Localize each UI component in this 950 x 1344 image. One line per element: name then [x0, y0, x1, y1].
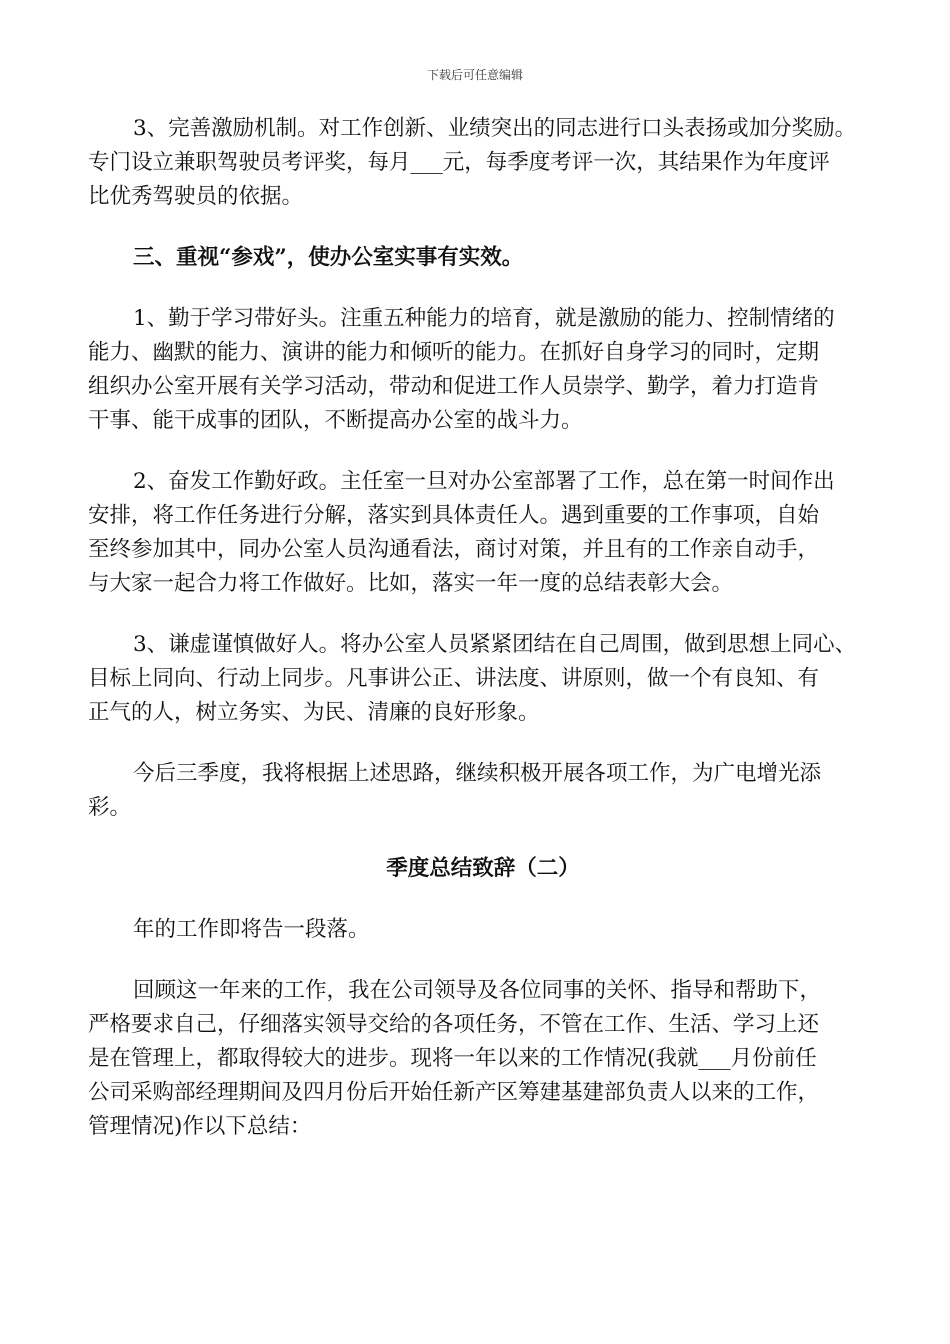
text-line: 与大家一起合力将工作做好。比如，落实一年一度的总结表彰大会。: [88, 571, 734, 596]
text-line: 比优秀驾驶员的依据。: [88, 184, 304, 209]
page-header: 下载后可任意编辑: [426, 68, 523, 82]
text-line: 能力、幽默的能力、演讲的能力和倾听的能力。在抓好自身学习的同时，定期: [88, 340, 820, 365]
section-heading: [88, 241, 878, 275]
text-line: 回顾这一年来的工作，我在公司领导及各位同事的关怀、指导和帮助下，: [133, 978, 822, 1003]
text-line: 正气的人，树立务实、为民、清廉的良好形象。: [88, 700, 540, 725]
text-line: 至终参加其中，同办公室人员沟通看法，商讨对策，并且有的工作亲自动手，: [88, 537, 820, 562]
text-line: 季度总结致辞（二）: [386, 856, 580, 881]
paragraph-gap: [88, 825, 878, 852]
paragraph-gap: [88, 601, 878, 628]
text-line: 3、完善激励机制。对工作创新、业绩突出的同志进行口头表扬或加分奖励。: [133, 116, 857, 141]
text-line: 管理情况)作以下总结：: [88, 1114, 312, 1139]
paragraph: [88, 913, 878, 947]
text-line: 目标上同向、行动上同步。凡事讲公正、讲法度、讲原则，做一个有良知、有: [88, 666, 820, 691]
paragraph-gap: [88, 438, 878, 465]
text-line: 三、重视“参戏”，使办公室实事有实效。: [133, 245, 524, 270]
paragraph-gap: [88, 730, 878, 757]
text-line: 是在管理上，都取得较大的进步。现将一年以来的工作情况(我就___月份前任: [88, 1046, 817, 1071]
text-line: 2、奋发工作勤好政。主任室一旦对办公室部署了工作，总在第一时间作出: [133, 469, 835, 494]
paragraph: [88, 757, 878, 825]
paragraph-gap: [88, 886, 878, 913]
text-line: 专门设立兼职驾驶员考评奖，每月___元，每季度考评一次，其结果作为年度评: [88, 150, 830, 175]
section-title: [88, 852, 878, 886]
paragraph-gap: [88, 275, 878, 302]
text-line: 彩。: [88, 795, 132, 820]
paragraph: [88, 628, 878, 730]
text-line: 严格要求自己，仔细落实领导交给的各项任务，不管在工作、生活、学习上还: [88, 1012, 820, 1037]
text-line: 组织办公室开展有关学习活动，带动和促进工作人员崇学、勤学，着力打造肯: [88, 374, 820, 399]
text-line: 安排，将工作任务进行分解，落实到具体责任人。遇到重要的工作事项，自始: [88, 503, 820, 528]
text-line: 年的工作即将告一段落。: [133, 917, 370, 942]
paragraph: [88, 112, 878, 214]
text-line: 1、勤于学习带好头。注重五种能力的培育，就是激励的能力、控制情绪的: [133, 306, 835, 331]
paragraph-gap: [88, 947, 878, 974]
text-line: 今后三季度，我将根据上述思路，继续积极开展各项工作，为广电增光添: [133, 761, 822, 786]
paragraph: [88, 302, 878, 438]
text-line: 3、谦虚谨慎做好人。将办公室人员紧紧团结在自己周围，做到思想上同心、: [133, 632, 857, 657]
paragraph-gap: [88, 214, 878, 241]
document-body: [88, 112, 878, 1144]
text-line: 公司采购部经理期间及四月份后开始任新产区筹建基建部负责人以来的工作，: [88, 1080, 820, 1105]
text-line: 干事、能干成事的团队，不断提高办公室的战斗力。: [88, 408, 583, 433]
paragraph: [88, 974, 878, 1144]
paragraph: [88, 465, 878, 601]
